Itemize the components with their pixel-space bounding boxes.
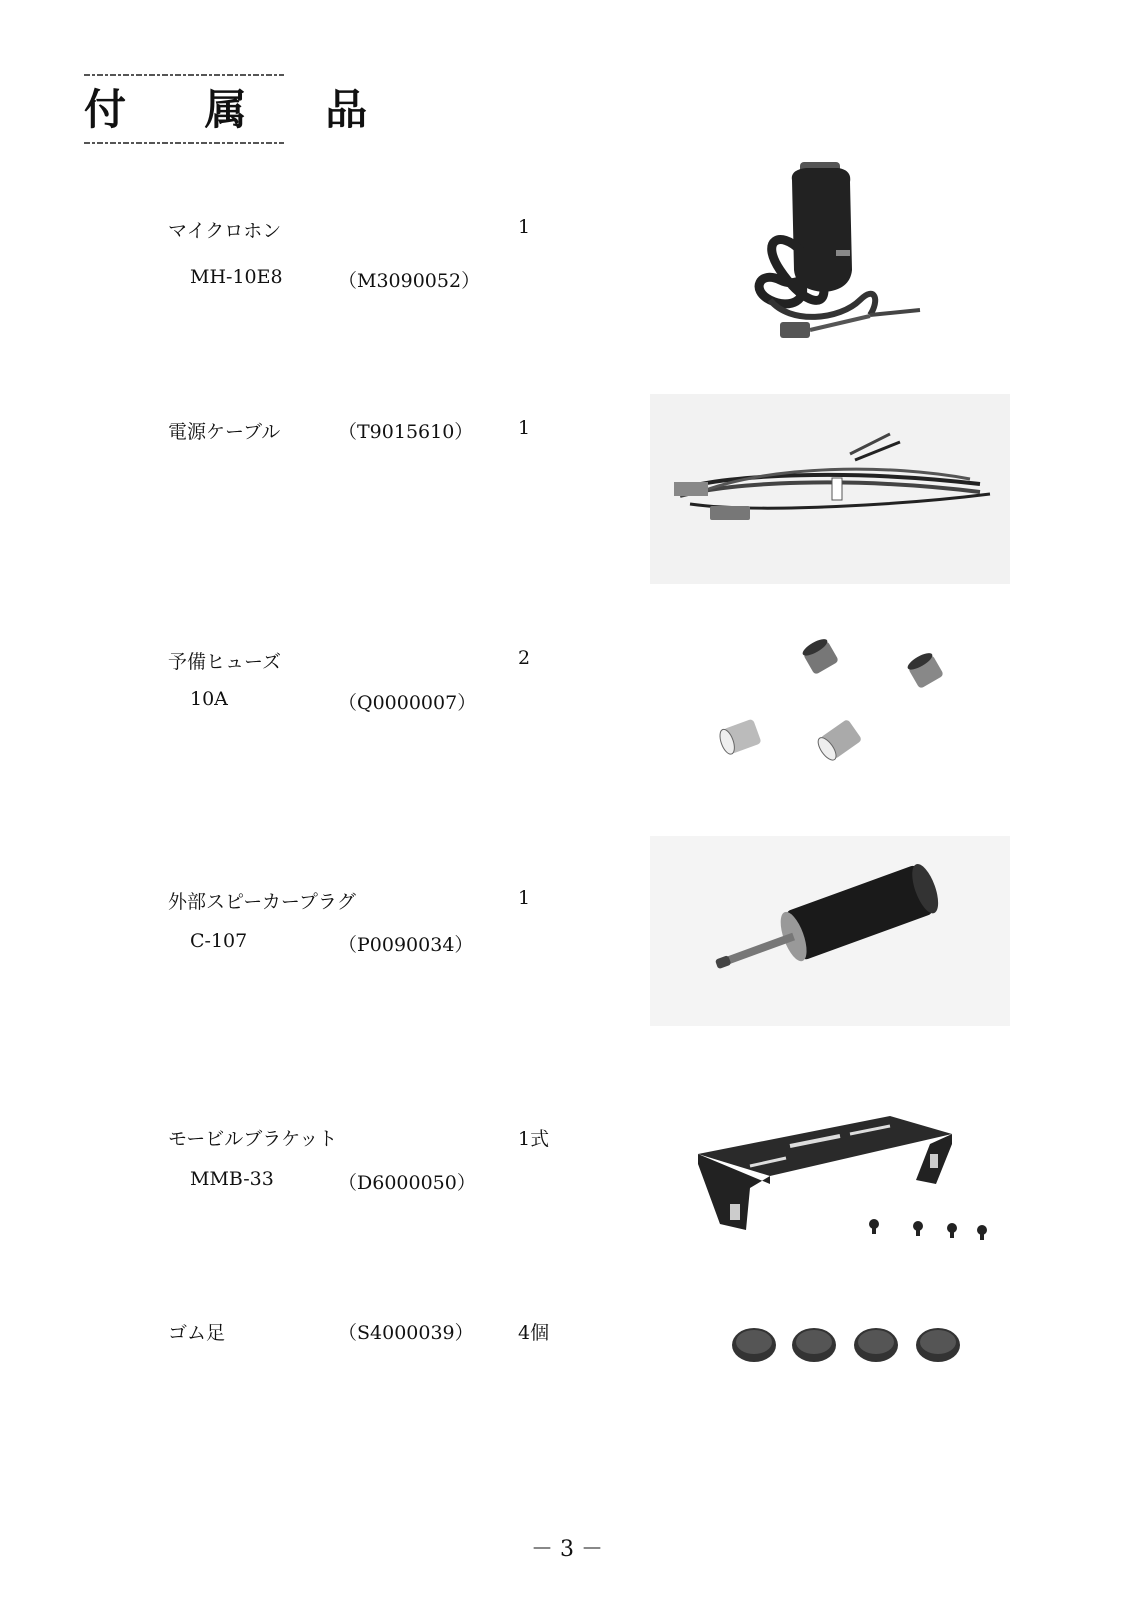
- item-part-code: （Q0000007）: [338, 692, 477, 714]
- power-cable-photo: [650, 394, 1010, 584]
- item-name: モービルブラケット: [168, 1128, 338, 1150]
- rubber-feet-photo: [730, 1320, 970, 1370]
- item-part-code: （T9015610）: [338, 421, 474, 443]
- item-part-code: （P0090034）: [338, 934, 474, 956]
- item-model: MMB-33: [190, 1168, 274, 1190]
- item-model: 10A: [190, 688, 228, 710]
- microphone-photo: [740, 150, 960, 360]
- page-header: [84, 72, 400, 146]
- item-name: ゴム足: [168, 1322, 226, 1344]
- item-model: MH-10E8: [190, 266, 283, 288]
- decorative-rule-bottom: [84, 140, 284, 146]
- speaker-plug-photo: [650, 836, 1010, 1026]
- page-title: 付 属 品: [84, 85, 400, 134]
- item-name: 予備ヒューズ: [168, 651, 282, 673]
- item-name: マイクロホン: [168, 220, 282, 242]
- item-model: C-107: [190, 930, 248, 952]
- item-part-code: （M3090052）: [338, 270, 481, 292]
- item-quantity: 2: [518, 647, 531, 669]
- item-quantity: 1: [518, 417, 531, 439]
- mobile-bracket-photo: [690, 1084, 1010, 1254]
- item-part-code: （S4000039）: [338, 1322, 474, 1344]
- spare-fuse-photo: [710, 630, 980, 790]
- item-name: 外部スピーカープラグ: [168, 891, 356, 913]
- item-quantity: 1: [518, 216, 531, 238]
- item-part-code: （D6000050）: [338, 1172, 476, 1194]
- item-quantity: 4個: [518, 1322, 550, 1344]
- item-quantity: 1: [518, 887, 531, 909]
- decorative-rule-top: [84, 72, 284, 78]
- page-number: － 3 －: [531, 1537, 603, 1562]
- item-name: 電源ケーブル: [168, 421, 281, 443]
- item-quantity: 1式: [518, 1128, 550, 1150]
